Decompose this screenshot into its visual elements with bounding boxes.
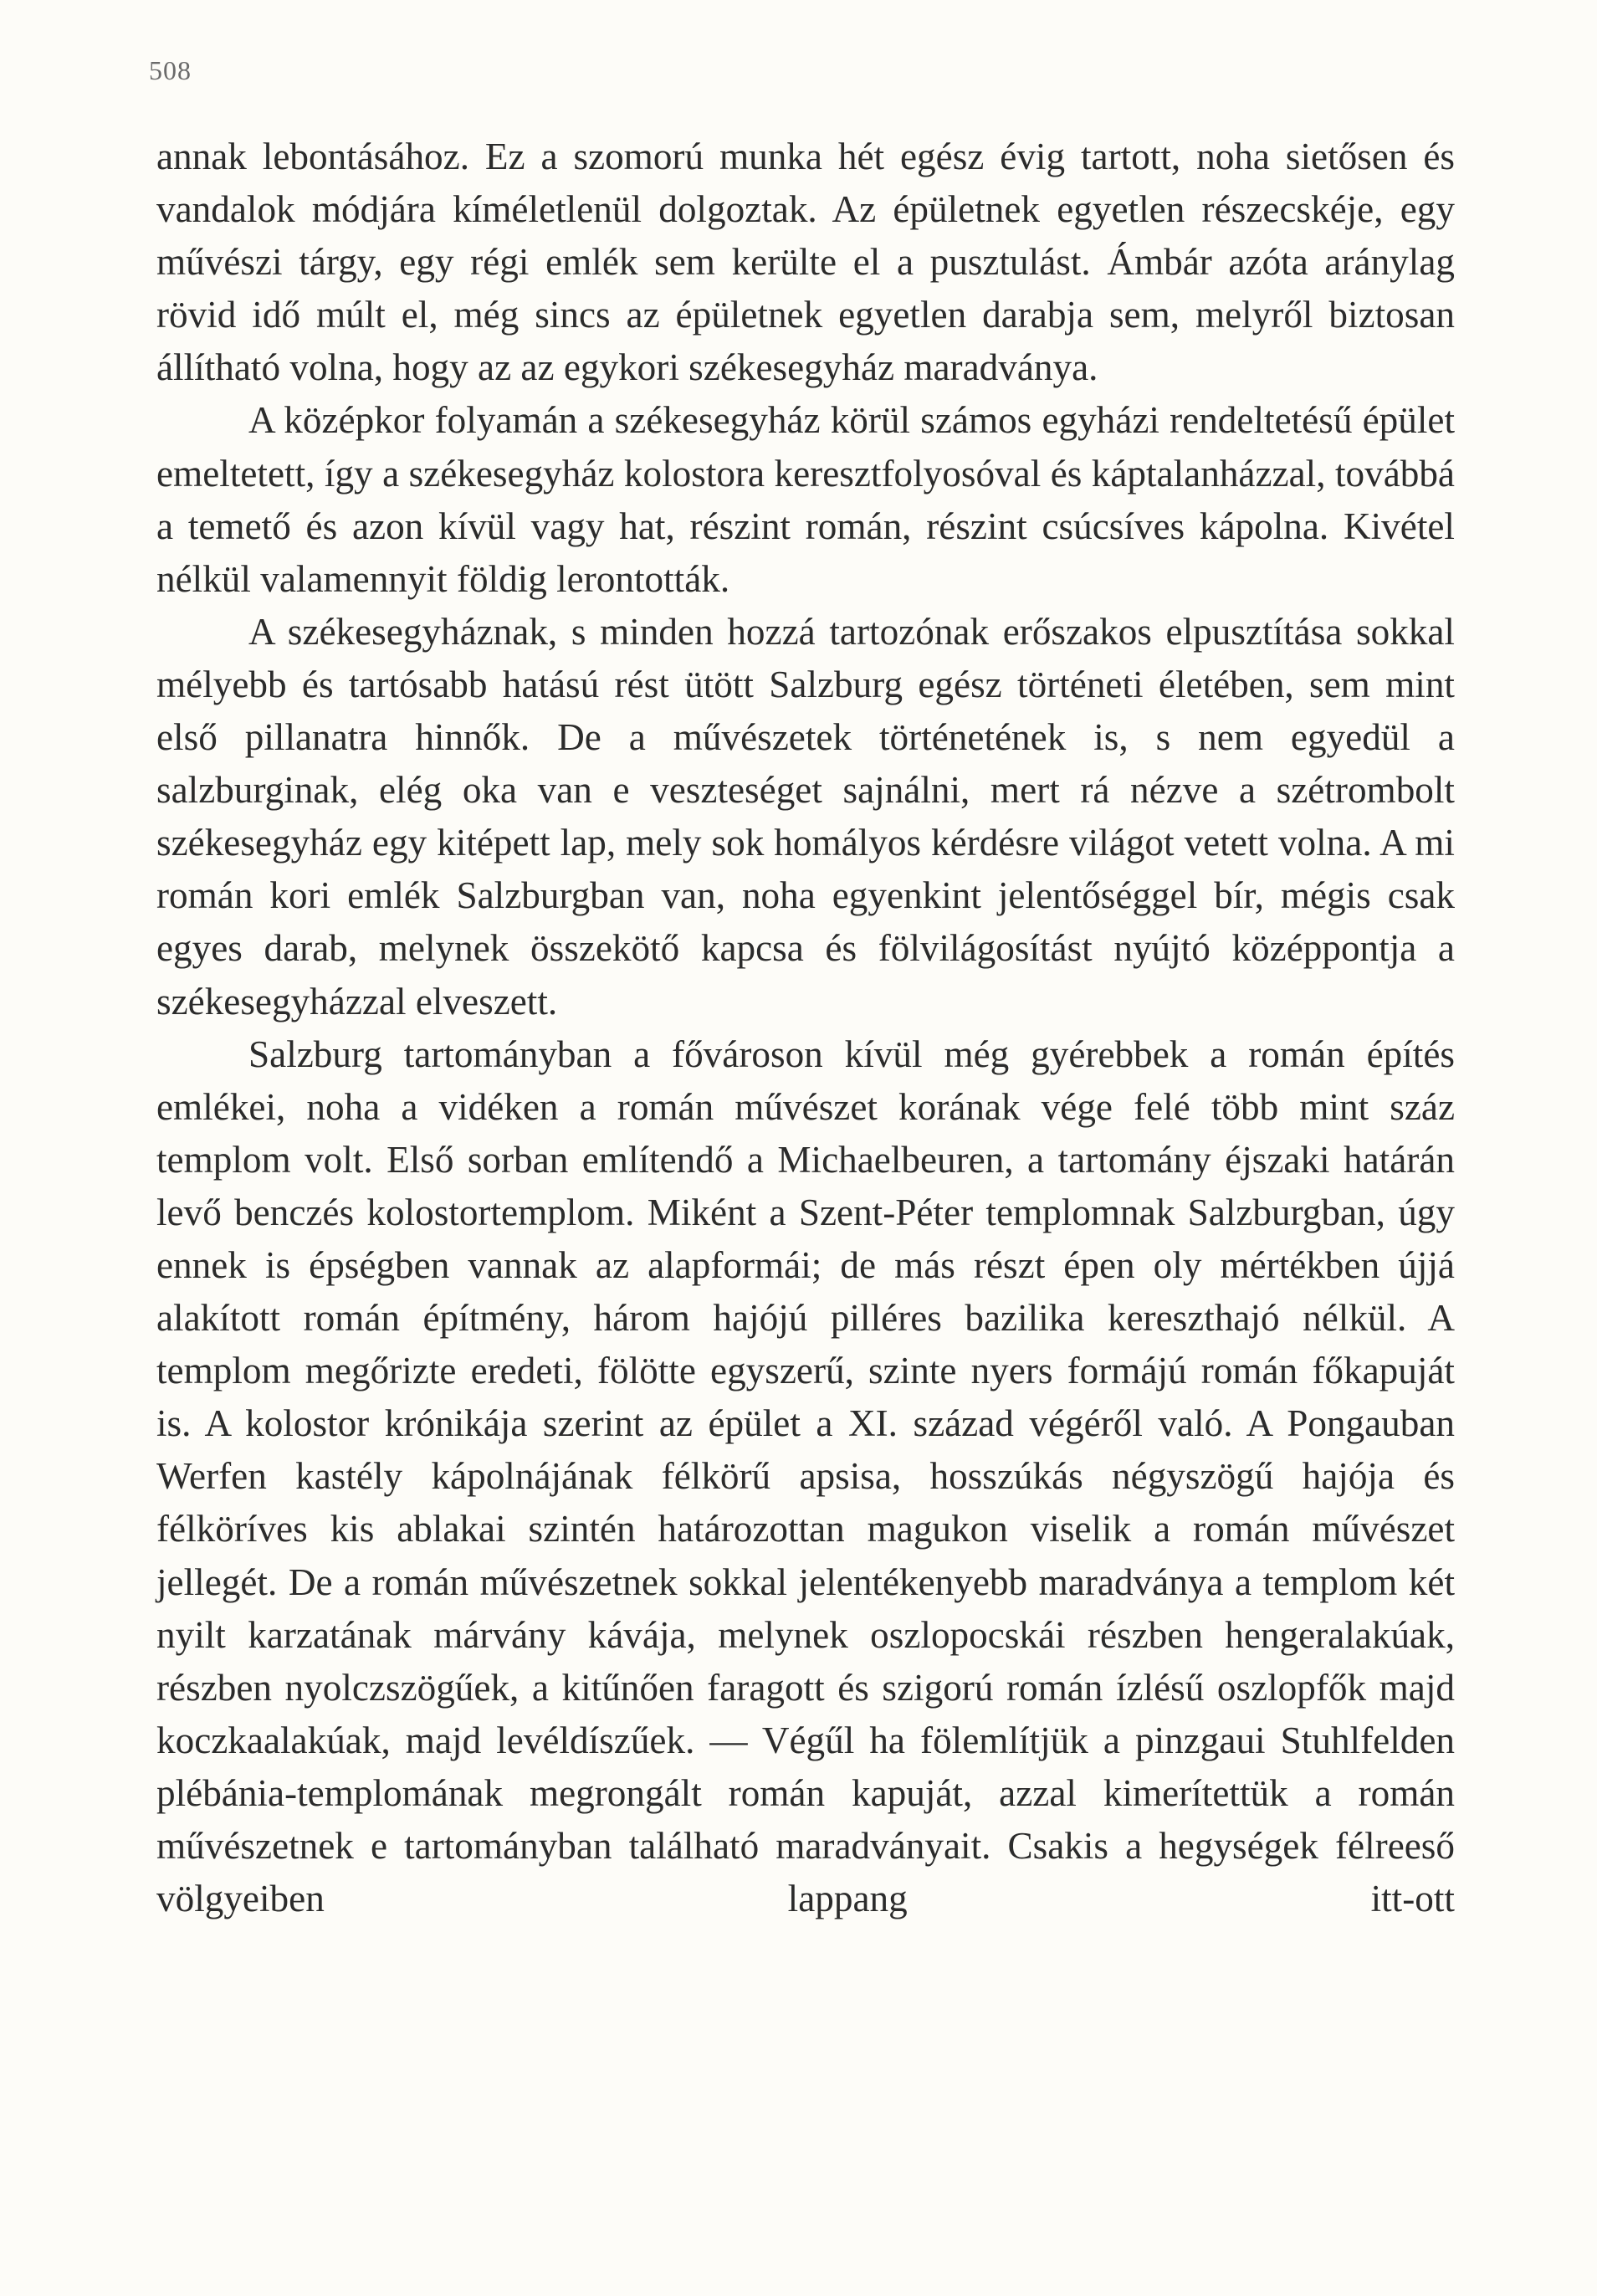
page-number: 508: [149, 55, 192, 85]
paragraph-4: Salzburg tartományban a fővároson kívül még gyérebbek a román építés emlékei, noha a vidéken a román művészet korának vége felé több mint száz templom volt. Első sorban említendő a Michaelbeuren, a tartomány éjszaki határán levő benczés kolostortemplom. Miként a Szent-Péter templomnak Salzburgban, úgy ennek is épségben vannak az alapformái; de más részt épen oly mértékben újjá alakított román építmény, három hajójú pilléres bazilika kereszthajó nélkül. A templom megőrizte eredeti, fölötte egyszerű, szinte nyers formájú román főkapuját is. A kolostor krónikája szerint az épület a XI. század végéről való. A Pongauban Werfen kastély kápolnájának félkörű apsisa, hosszúkás négyszögű hajója és félköríves kis ablakai szintén határozottan magukon viselik a román művészet jellegét. De a román művészetnek sokkal jelentékenyebb maradványa a templom két nyilt karzatának márvány kávája, melynek oszlopocskái részben hengeralakúak, részben nyolczszögűek, a kitűnően faragott és szigorú román ízlésű oszlopfők majd koczkaalakúak, majd levéldíszűek. — Végűl ha fölemlítjük a pinzgaui Stuhlfelden plébánia-templomának megrongált román kapuját, azzal kimerítettük a román művészetnek e tartományban található maradványait. Csakis a hegységek félreeső völgyeiben lappang itt-ott: [156, 1033, 1455, 1920]
paragraph-2: A középkor folyamán a székesegyház körül számos egyházi rendeltetésű épület emeltetett, így a székesegyház kolostora keresztfolyosóval és káptalanházzal, továbbá a temető és azon kívül vagy hat, részint román, részint csúcsíves kápolna. Kivétel nélkül valamennyit földig lerontották.: [156, 399, 1455, 600]
paragraph-1: annak lebontásához. Ez a szomorú munka hét egész évig tartott, noha sietősen és vandalok módjára kíméletlenül dolgoztak. Az épületnek egyetlen részecskéje, egy művészi tárgy, egy régi emlék sem kerülte el a pusztulást. Ámbár azóta aránylag rövid idő múlt el, még sincs az épületnek egyetlen darabja sem, melyről biztosan állítható volna, hogy az az egykori székesegyház maradványa.: [156, 136, 1455, 389]
paragraph-3: A székesegyháznak, s minden hozzá tartozónak erőszakos elpusztítása sokkal mélyebb és tartósabb hatású rést ütött Salzburg egész történeti életében, sem mint első pillanatra hinnők. De a művészetek történetének is, s nem egyedül a salzburginak, elég oka van e veszteséget sajnálni, mert rá nézve a szétrombolt székesegyház egy kitépett lap, mely sok homályos kérdésre világot vetett volna. A mi román kori emlék Salzburgban van, noha egyenkint jelentőséggel bír, mégis csak egyes darab, melynek összekötő kapcsa és fölvilágosítást nyújtó középpontja a székesegyházzal elveszett.: [156, 610, 1455, 1022]
body-text: [156, 131, 1455, 1925]
